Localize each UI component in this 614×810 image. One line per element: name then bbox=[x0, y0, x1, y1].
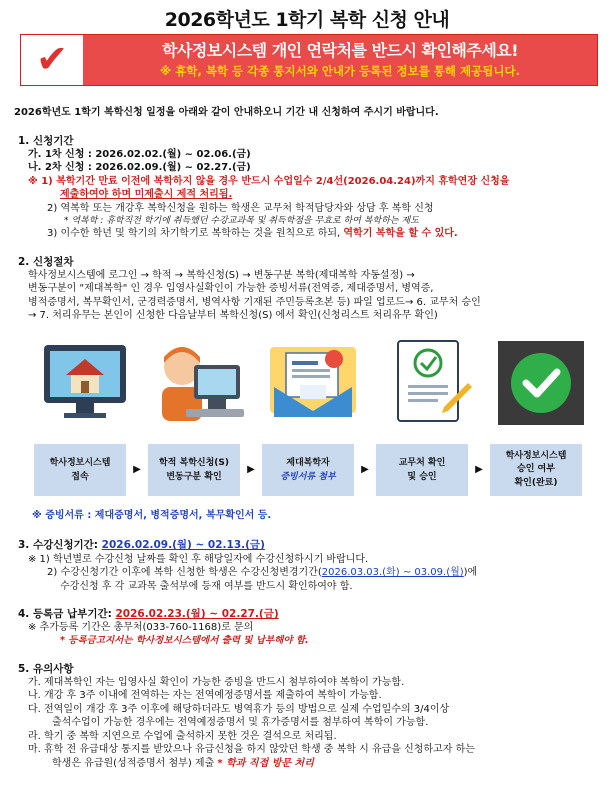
note-3-text: 3) 이수한 학년 및 학기의 차기학기로 복학하는 것을 원칙으로 하되, bbox=[47, 228, 344, 240]
arrow-right-icon: ▶ bbox=[247, 464, 255, 476]
step-2 bbox=[148, 444, 240, 496]
mail-documents-icon bbox=[264, 337, 362, 427]
note-1: ※ 추가등록 기간은 총무처(033-760-1168)로 문의 bbox=[28, 622, 254, 634]
note-3-highlight: 역학기 복학을 할 수 있다. bbox=[343, 228, 458, 240]
step-label: 증빙서류 첨부 bbox=[280, 471, 336, 482]
step-3 bbox=[262, 444, 354, 496]
check-icon: ✔ bbox=[21, 35, 83, 85]
note-2-cont: 수강신청 후 각 교과목 출석부에 등재 여부를 반드시 확인하여야 함. bbox=[60, 580, 353, 592]
note-2: 2) 역복학 또는 개강후 복학신청을 원하는 학생은 교무처 학적담당자와 상담 후 복학 신청 bbox=[47, 202, 434, 214]
section-heading: 5. 유의사항 bbox=[18, 662, 74, 675]
home-computer-icon bbox=[36, 337, 134, 427]
warning-note-1: ※ 1) 복학기간 만료 이전에 복학하지 않을 경우 반드시 수업일수 2/4선(2026.04.24)까지 휴학연장 신청을 bbox=[28, 175, 510, 187]
notice-item: 가. 제대복학인 자는 입영사실 확인이 가능한 증빙을 반드시 첨부하여야 복학이 가능함. bbox=[28, 676, 405, 688]
notice-item: 다. 전역일이 개강 후 3주 이후에 해당하더라도 병역휴가 등의 방법으로 실제 수업일수의 3/4이상 bbox=[28, 703, 450, 715]
section-heading: 1. 신청기간 bbox=[18, 134, 74, 147]
warning-note-1-cont: 제출하여야 하며 미제출시 제적 처리됨. bbox=[60, 189, 233, 201]
course-registration-period: 2026.02.09.(월) ~ 02.13.(금) bbox=[101, 539, 265, 552]
step-label: 학사정보시스템 bbox=[505, 451, 567, 462]
procedure-line: → 7. 처리유무는 본인이 신청한 다음날부터 복학신청(S) 에서 확인(신청리스트 처리유무 확인) bbox=[28, 310, 438, 322]
approval-document-icon bbox=[378, 337, 476, 427]
contact-banner bbox=[20, 34, 598, 86]
procedure-steps bbox=[34, 437, 600, 503]
banner-main-text: 학사정보시스템 개인 연락처를 반드시 확인해주세요! bbox=[161, 41, 519, 61]
section-heading: 2. 신청절차 bbox=[18, 255, 74, 268]
step-label: 확인(완료) bbox=[514, 477, 558, 488]
first-application: 가. 1차 신청 : 2026.02.02.(월) ~ 02.06.(금) bbox=[28, 148, 251, 160]
notice-item-highlight: * 학과 직접 방문 처리 bbox=[217, 757, 314, 769]
notice-item: 나. 개강 후 3주 이내에 전역하는 자는 전역예정증명서를 제출하여 복학이 가능함. bbox=[28, 690, 382, 702]
section-heading-row bbox=[18, 538, 600, 552]
note-2: * 등록금고지서는 학사정보시스템에서 출력 및 납부해야 함. bbox=[60, 634, 309, 646]
documents-note: ※ 증빙서류 : 제대증명서, 병적증명서, 복무확인서 등. bbox=[32, 509, 272, 521]
procedure-line: 학사정보시스템에 로그인 → 학적 → 복학신청(S) → 변동구분 복학(제대복학 자동설정) → bbox=[28, 269, 415, 281]
section-course-registration bbox=[14, 538, 600, 593]
section-notes bbox=[14, 662, 600, 771]
arrow-right-icon: ▶ bbox=[361, 464, 369, 476]
step-label: 변동구분 확인 bbox=[166, 471, 222, 482]
step-label: 교무처 확인 bbox=[398, 457, 446, 468]
section-period bbox=[14, 134, 600, 241]
page-title: 2026학년도 1학기 복학 신청 안내 bbox=[164, 9, 450, 31]
procedure-line: 변동구분이 "제대복학" 인 경우 입영사실확인이 가능한 증빙서류(전역증, 제대증명서, 병역증, bbox=[28, 283, 434, 295]
user-at-computer-icon bbox=[150, 337, 248, 427]
step-label: 제대복학자 bbox=[286, 457, 330, 468]
banner-sub-text: ※ 휴학, 복학 등 각종 통지서와 안내가 등록된 정보를 통해 제공됩니다. bbox=[160, 64, 520, 79]
second-application: 나. 2차 신청 : 2026.02.09.(월) ~ 02.27.(금) bbox=[28, 162, 251, 174]
section-tuition bbox=[14, 607, 600, 647]
tuition-period: 2026.02.23.(월) ~ 02.27.(금) bbox=[115, 608, 279, 621]
note-2-sub: * 역복학 : 휴학직전 학기에 취득했던 수강교과목 및 취득학점을 무효로 하여 복학하는 제도 bbox=[64, 216, 419, 227]
step-4 bbox=[376, 444, 468, 496]
step-label: 및 승인 bbox=[407, 471, 437, 482]
notice-item: 마. 휴학 전 유급대상 통지를 받았으나 유급신청을 하지 않았던 학생 중 복학 시 유급을 신청하고자 하는 bbox=[28, 744, 475, 756]
step-label: 학사정보시스템 bbox=[49, 457, 111, 468]
step-5 bbox=[490, 444, 582, 496]
notice-item-text: 학생은 유급원(성적증명서 첨부) 제출 bbox=[52, 757, 218, 769]
step-label: 학적 복학신청(S) bbox=[158, 457, 229, 468]
note-2 bbox=[47, 566, 600, 580]
note-2-text: 2) 수강신청기간 이후에 복학 신청한 학생은 수강신청변경기간( bbox=[47, 567, 322, 579]
step-label: 승인 여부 bbox=[517, 464, 555, 475]
note-2-end: )에 bbox=[463, 567, 478, 579]
step-label: 접속 bbox=[71, 471, 89, 482]
intro-text: 2026학년도 1학기 복학신청 일정을 아래와 같이 안내하오니 기간 내 신청하여 주시기 바랍니다. bbox=[14, 107, 439, 118]
notice-item-cont bbox=[52, 757, 600, 771]
arrow-right-icon: ▶ bbox=[475, 464, 483, 476]
procedure-icons bbox=[36, 337, 590, 429]
step-1 bbox=[34, 444, 126, 496]
change-period: 2026.03.03.(화) ~ 03.09.(월) bbox=[321, 567, 464, 579]
note-3 bbox=[47, 227, 600, 241]
procedure-line: 병적증명서, 복무확인서, 군경력증명서, 병역사항 기재된 주민등록초본 등) 파일 업로드→ 6. 교무처 승인 bbox=[28, 296, 481, 308]
checkmark-circle-icon bbox=[492, 337, 590, 427]
section-heading: 4. 등록금 납부기간: bbox=[18, 608, 116, 621]
section-procedure bbox=[14, 255, 600, 323]
section-heading: 3. 수강신청기간: bbox=[18, 539, 102, 552]
notice-item-cont: 출석수업이 가능한 경우에는 전역예정증명서 및 휴가증명서를 첨부하여 복학이 가능함. bbox=[52, 717, 429, 729]
section-heading-row bbox=[18, 607, 600, 621]
note-1: ※ 1) 학년별로 수강신청 날짜를 확인 후 해당일자에 수강신청하시기 바랍니다. bbox=[28, 553, 369, 565]
notice-item: 라. 학기 중 복학 지연으로 수업에 출석하지 못한 것은 결석으로 처리됨. bbox=[28, 730, 337, 742]
arrow-right-icon: ▶ bbox=[133, 464, 141, 476]
